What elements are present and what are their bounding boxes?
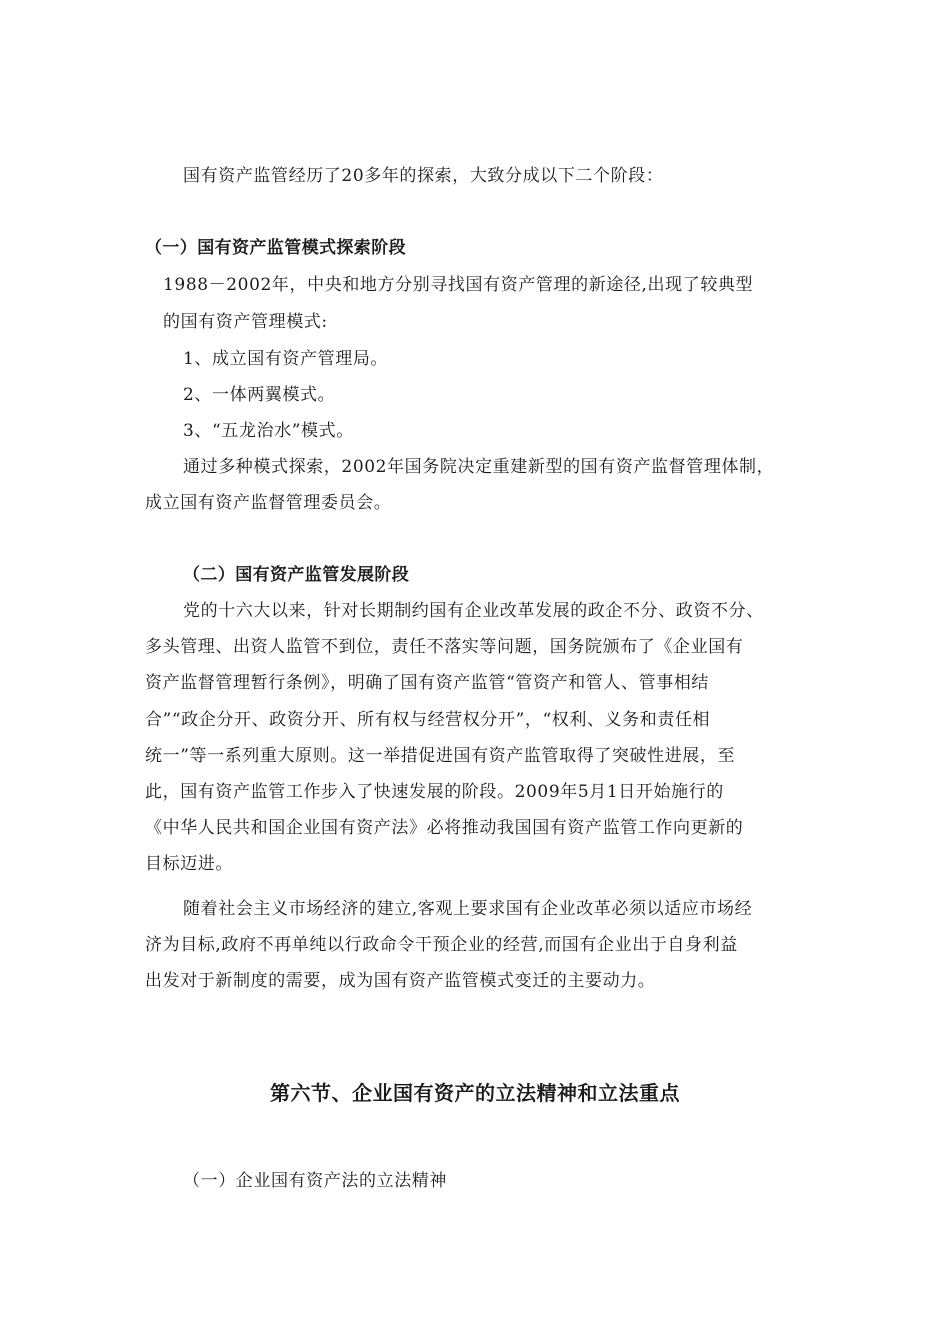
part2-paragraph-line: 《中华人民共和国企业国有资产法》必将推动我国国有资产监管工作向更新的: [145, 818, 744, 838]
part2-paragraph2-line: 济为目标,政府不再单纯以行政命令干预企业的经营,而国有企业出于自身利益: [145, 935, 738, 955]
part2-paragraph-line: 多头管理、出资人监管不到位，责任不落实等问题，国务院颁布了《企业国有: [145, 637, 744, 657]
section-title: 第六节、企业国有资产的立法精神和立法重点: [270, 1081, 680, 1105]
list-item: 1、成立国有资产管理局。: [183, 349, 389, 369]
part2-paragraph-line: 此，国有资产监管工作步入了快速发展的阶段。2009年5月1日开始施行的: [145, 782, 724, 802]
part2-paragraph-line: 统一”等一系列重大原则。这一举措促进国有资产监管取得了突破性进展，至: [145, 746, 736, 766]
list-item: 3、“五龙治水”模式。: [183, 421, 354, 441]
part1-paragraph-line: 1988－2002年，中央和地方分别寻找国有资产管理的新途径,出现了较典型: [163, 275, 754, 295]
part1-heading: （一）国有资产监管模式探索阶段: [145, 238, 406, 258]
part2-paragraph2-line: 随着社会主义市场经济的建立,客观上要求国有企业改革必须以适应市场经: [183, 899, 753, 919]
part1-conclusion-line: 通过多种模式探索，2002年国务院决定重建新型的国有资产监督管理体制，: [183, 457, 775, 477]
part2-paragraph-line: 目标迈进。: [145, 854, 233, 874]
section-sub-heading: （一）企业国有资产法的立法精神: [183, 1171, 447, 1191]
intro-paragraph: 国有资产监管经历了20多年的探索，大致分成以下二个阶段：: [183, 166, 664, 186]
part2-paragraph-line: 合”“政企分开、政资分开、所有权与经营权分开”，“权利、义务和责任相: [145, 710, 711, 730]
part2-heading: （二）国有资产监管发展阶段: [183, 565, 410, 585]
part2-paragraph-line: 资产监督管理暂行条例》，明确了国有资产监管“管资产和管人、管事相结: [145, 673, 709, 693]
part2-paragraph-line: 党的十六大以来，针对长期制约国有企业改革发展的政企不分、政资不分、: [183, 601, 764, 621]
part1-conclusion-line: 成立国有资产监督管理委员会。: [145, 493, 392, 513]
part1-paragraph-line: 的国有资产管理模式:: [163, 312, 328, 332]
part2-paragraph2-line: 出发对于新制度的需要，成为国有资产监管模式变迁的主要动力。: [145, 971, 656, 991]
list-item: 2、一体两翼模式。: [183, 385, 336, 405]
